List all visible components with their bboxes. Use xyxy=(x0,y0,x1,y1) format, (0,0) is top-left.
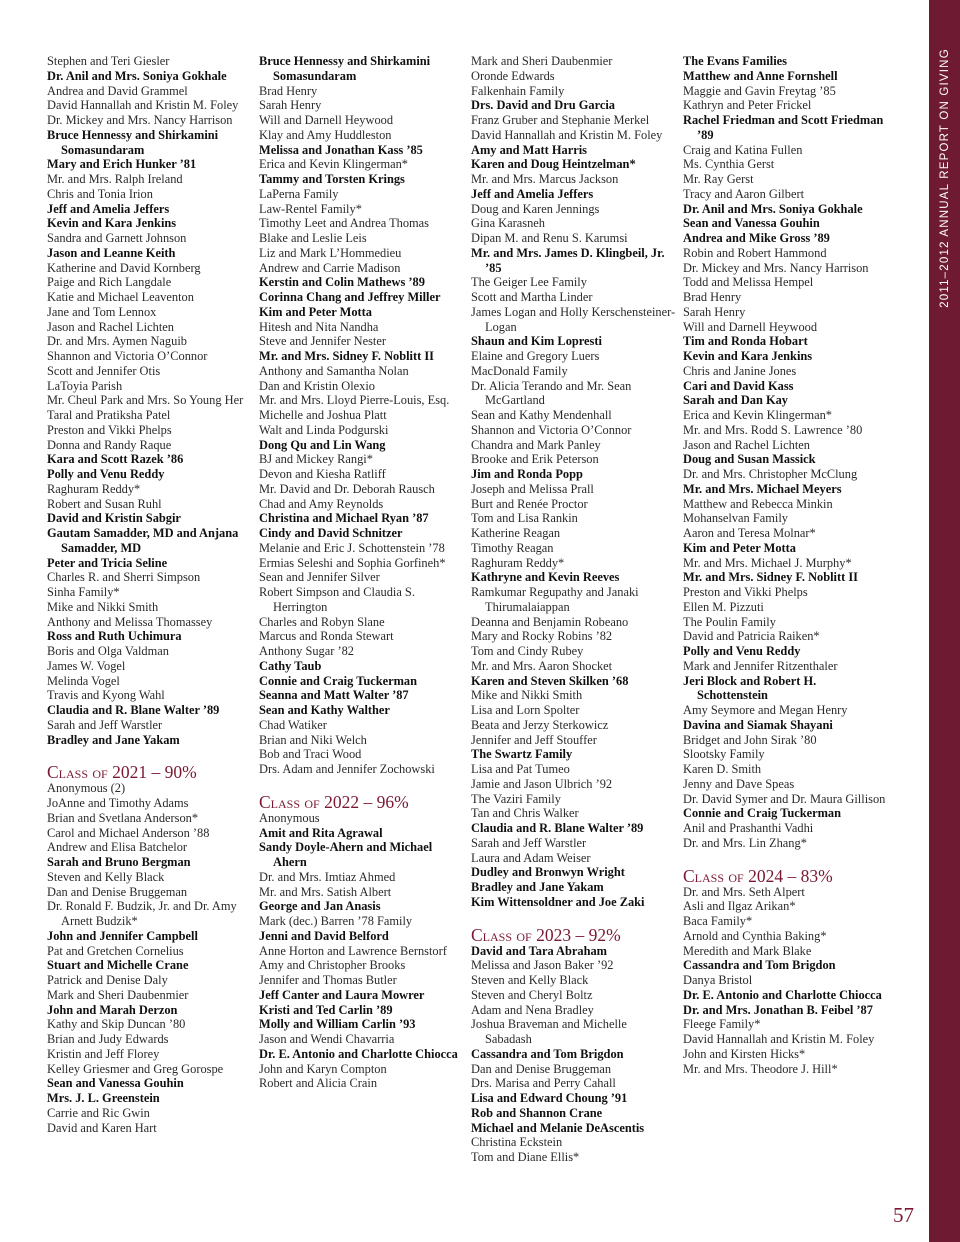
class-heading xyxy=(683,866,888,886)
donor-entry: Marcus and Ronda Stewart xyxy=(259,629,394,644)
donor-entry: Dr. Mickey and Mrs. Nancy Harrison xyxy=(683,260,869,275)
donor-entry: Scott and Martha Linder xyxy=(471,290,593,304)
donor-entry: Brad Henry xyxy=(683,290,742,304)
donor-entry: Liz and Mark L’Hommedieu xyxy=(259,245,402,260)
donor-entry: Cathy Taub xyxy=(259,658,322,673)
donor-entry: Taral and Pratiksha Patel xyxy=(47,408,171,422)
donor-entry: Mr. and Mrs. Marcus Jackson xyxy=(471,172,619,186)
donor-entry: Baca Family* xyxy=(683,914,753,928)
donor-entry: Kathy and Skip Duncan ’80 xyxy=(47,1017,186,1032)
donor-entry: Sandra and Garnett Johnson xyxy=(47,231,187,245)
donor-entry: Chris and Tonia Irion xyxy=(47,186,153,201)
donor-entry: Ross and Ruth Uchimura xyxy=(47,629,182,644)
donor-entry: Sarah Henry xyxy=(259,98,322,113)
donor-entry: Stuart and Michelle Crane xyxy=(47,958,189,973)
donor-entry: Dr. Mickey and Mrs. Nancy Harrison xyxy=(47,113,233,127)
donor-entry: Mark and Sheri Daubenmier xyxy=(471,54,613,68)
donor-entry: Katherine Reagan xyxy=(471,526,561,540)
donor-entry: Sean and Jennifer Silver xyxy=(259,570,380,585)
donor-entry: Sean and Kathy Walther xyxy=(259,703,390,717)
donor-entry: Andrew and Elisa Batchelor xyxy=(47,840,188,855)
donor-entry: John and Karyn Compton xyxy=(259,1061,387,1076)
donor-entry: Kevin and Kara Jenkins xyxy=(47,216,177,231)
donor-entry: Maggie and Gavin Freytag ’85 xyxy=(683,83,836,98)
donor-entry: Arnold and Cynthia Baking* xyxy=(683,928,827,943)
donor-entry: Doug and Karen Jennings xyxy=(471,201,600,216)
donor-entry: Mr. and Mrs. Rodd S. Lawrence ’80 xyxy=(683,422,863,437)
donor-entry: David Hannallah and Kristin M. Foley xyxy=(683,1032,875,1046)
donor-entry: Scott and Jennifer Otis xyxy=(47,363,161,378)
donor-entry: Dr. and Mrs. Aymen Naguib xyxy=(47,334,187,349)
donor-entry: Klay and Amy Huddleston xyxy=(259,127,392,142)
donor-entry: Todd and Melissa Hempel xyxy=(683,275,814,290)
donor-entry: Jeff and Amelia Jeffers xyxy=(471,186,594,201)
donor-entry: Travis and Kyong Wahl xyxy=(47,688,165,703)
donor-entry: LaToyia Parish xyxy=(47,378,123,393)
donor-entry: Mr. and Mrs. Ralph Ireland xyxy=(47,172,183,186)
column-3 xyxy=(471,54,676,1165)
donor-entry: Sarah and Dan Kay xyxy=(683,393,789,408)
donor-entry: Drs. David and Dru Garcia xyxy=(471,98,615,113)
donor-entry: Cindy and David Schnitzer xyxy=(259,526,403,540)
donor-entry: BJ and Mickey Rangi* xyxy=(259,452,373,467)
donor-entry: Adam and Nena Bradley xyxy=(471,1002,594,1017)
donor-entry: Dr. David Symer and Dr. Maura Gillison xyxy=(683,791,886,806)
donor-entry: LaPerna Family xyxy=(259,186,339,201)
donor-entry: Anthony and Melissa Thomassey xyxy=(47,614,213,629)
donor-entry: Amy Seymore and Megan Henry xyxy=(683,703,848,717)
donor-entry: Tammy and Torsten Krings xyxy=(259,172,405,186)
donor-entry: Jeff Canter and Laura Mowrer xyxy=(259,987,425,1002)
donor-entry: Katie and Michael Leaventon xyxy=(47,290,194,304)
donor-entry: Jason and Rachel Lichten xyxy=(47,319,174,334)
donor-entry: Andrew and Carrie Madison xyxy=(259,260,401,275)
donor-entry: Carol and Michael Anderson ’88 xyxy=(47,825,210,840)
column-2 xyxy=(259,54,464,1091)
donor-entry: Anil and Prashanthi Vadhi xyxy=(683,821,814,835)
donor-entry: Raghuram Reddy* xyxy=(47,481,141,496)
donor-entry: Bridget and John Sirak ’80 xyxy=(683,732,817,747)
donor-entry: Mary and Rocky Robins ’82 xyxy=(471,629,613,644)
donor-entry: Brian and Svetlana Anderson* xyxy=(47,810,199,825)
donor-entry: Bruce Hennessy and Shirkamini Somasundaram xyxy=(259,54,431,83)
donor-entry: Jason and Wendi Chavarria xyxy=(259,1032,395,1046)
donor-entry: Joseph and Melissa Prall xyxy=(471,481,594,496)
donor-entry: Katherine and David Kornberg xyxy=(47,260,201,275)
donor-entry: Jennifer and Jeff Stouffer xyxy=(471,732,597,747)
donor-entry: Kerstin and Colin Mathews ’89 xyxy=(259,275,425,290)
donor-entry: Bruce Hennessy and Shirkamini Somasundaram xyxy=(47,127,219,157)
donor-entry: Rachel Friedman and Scott Friedman ’89 xyxy=(683,113,884,142)
donor-entry: Aaron and Teresa Molnar* xyxy=(683,526,816,540)
donor-entry: Craig and Katina Fullen xyxy=(683,142,803,157)
donor-entry: Lisa and Lorn Spolter xyxy=(471,703,580,717)
donor-entry: Jim and Ronda Popp xyxy=(471,467,583,481)
donor-entry: Robert and Alicia Crain xyxy=(259,1076,378,1091)
donor-entry: Claudia and R. Blane Walter ’89 xyxy=(471,821,644,835)
donor-entry: Kevin and Kara Jenkins xyxy=(683,349,813,363)
donor-entry: Dudley and Bronwyn Wright xyxy=(471,865,625,880)
donor-entry: Christina Eckstein xyxy=(471,1135,563,1150)
donor-entry: Kara and Scott Razek ’86 xyxy=(47,452,184,467)
donor-entry: Robert Simpson and Claudia S. Herrington xyxy=(259,585,415,614)
donor-entry: Andrea and David Grammel xyxy=(47,83,188,98)
donor-entry: Gautam Samadder, MD and Anjana Samadder, MD xyxy=(47,526,239,555)
column-4 xyxy=(683,54,888,1076)
donor-entry: Pat and Gretchen Cornelius xyxy=(47,943,184,958)
donor-entry: Will and Darnell Heywood xyxy=(683,319,818,334)
class-heading-text: Class of 2024 – 83% xyxy=(683,865,833,886)
donor-entry: Anthony Sugar ’82 xyxy=(259,644,354,658)
donor-entry: Shannon and Victoria O’Connor xyxy=(471,422,632,437)
donor-entry: Tan and Chris Walker xyxy=(471,806,579,821)
donor-entry: JoAnne and Timothy Adams xyxy=(47,796,189,810)
donor-entry: Carrie and Ric Gwin xyxy=(47,1105,150,1120)
class-heading xyxy=(259,792,464,812)
donor-entry: Falkenhain Family xyxy=(471,83,565,98)
donor-entry: Kim and Peter Motta xyxy=(683,540,796,555)
donor-entry: James Logan and Holly Kerschensteiner-Logan xyxy=(471,304,676,334)
donor-entry: Karen and Steven Skilken ’68 xyxy=(471,673,629,688)
donor-entry: Matthew and Rebecca Minkin xyxy=(683,496,833,511)
donor-entry: MacDonald Family xyxy=(471,363,568,378)
donor-entry: Anne Horton and Lawrence Bernstorf xyxy=(259,943,447,958)
class-heading-text: Class of 2023 – 92% xyxy=(471,924,621,945)
donor-entry: Kelley Griesmer and Greg Gorospe xyxy=(47,1061,224,1076)
donor-entry: Tom and Diane Ellis* xyxy=(471,1150,580,1164)
donor-entry: Preston and Vikki Phelps xyxy=(47,422,172,437)
donor-entry: David and Tara Abraham xyxy=(471,943,607,958)
donor-entry: Dan and Kristin Olexio xyxy=(259,378,375,393)
donor-entry: Jason and Leanne Keith xyxy=(47,245,176,260)
donor-entry: Karen D. Smith xyxy=(683,762,762,776)
donor-entry: Mr. and Mrs. Satish Albert xyxy=(259,884,392,899)
donor-entry: David and Karen Hart xyxy=(47,1120,157,1135)
donor-entry: Anthony and Samantha Nolan xyxy=(259,363,409,378)
donor-entry: Mrs. J. L. Greenstein xyxy=(47,1091,160,1105)
donor-entry: Cassandra and Tom Brigdon xyxy=(683,958,836,973)
donor-entry: Erica and Kevin Klingerman* xyxy=(259,157,408,172)
donor-entry: Jamie and Jason Ulbrich ’92 xyxy=(471,776,613,791)
donor-entry: Amy and Christopher Brooks xyxy=(259,958,406,973)
donor-entry: Sinha Family* xyxy=(47,585,120,599)
donor-entry: Raghuram Reddy* xyxy=(471,555,565,570)
donor-entry: Chad and Amy Reynolds xyxy=(259,496,384,511)
donor-entry: Mr. and Mrs. Lloyd Pierre-Louis, Esq. xyxy=(259,393,450,408)
donor-entry: Mr. Ray Gerst xyxy=(683,172,754,186)
donor-entry: Corinna Chang and Jeffrey Miller xyxy=(259,290,441,304)
page-number: 57 xyxy=(893,1203,914,1227)
donor-entry: Brian and Niki Welch xyxy=(259,732,367,747)
donor-entry: Sarah and Bruno Bergman xyxy=(47,855,191,869)
donor-entry: Kristi and Ted Carlin ’89 xyxy=(259,1002,393,1017)
donor-entry: Steven and Kelly Black xyxy=(47,869,165,884)
donor-entry: Charles and Robyn Slane xyxy=(259,614,385,629)
donor-entry: Steven and Cheryl Boltz xyxy=(471,987,593,1002)
donor-entry: Ellen M. Pizzuti xyxy=(683,599,764,614)
donor-entry: Cassandra and Tom Brigdon xyxy=(471,1046,624,1061)
donor-entry: Dr. Ronald F. Budzik, Jr. and Dr. Amy Arnett Budzik* xyxy=(47,899,237,928)
donor-entry: Asli and Ilgaz Arikan* xyxy=(683,899,796,914)
donor-entry: Dan and Denise Bruggeman xyxy=(47,884,188,899)
donor-entry: Jenni and David Belford xyxy=(259,928,389,943)
donor-entry: Franz Gruber and Stephanie Merkel xyxy=(471,113,650,127)
donor-entry: Anonymous (2) xyxy=(47,781,126,796)
class-heading-text: Class of 2021 – 90% xyxy=(47,762,197,783)
donor-entry: Amit and Rita Agrawal xyxy=(259,825,383,840)
donor-entry: Drs. Marisa and Perry Cahall xyxy=(471,1076,616,1091)
donor-entry: Karen and Doug Heintzelman* xyxy=(471,157,636,172)
donor-entry: Peter and Tricia Seline xyxy=(47,555,168,570)
donor-entry: Tracy and Aaron Gilbert xyxy=(683,186,805,201)
donor-entry: Law-Rentel Family* xyxy=(259,201,362,216)
donor-entry: Mark (dec.) Barren ’78 Family xyxy=(259,914,413,928)
class-heading xyxy=(47,762,252,782)
donor-entry: Mike and Nikki Smith xyxy=(47,599,159,614)
donor-entry: The Swartz Family xyxy=(471,747,573,762)
donor-entry: Mr. and Mrs. Sidney F. Noblitt II xyxy=(683,570,858,585)
donor-entry: Mr. Cheul Park and Mrs. So Young Her xyxy=(47,393,244,408)
donor-entry: Mr. David and Dr. Deborah Rausch xyxy=(259,481,435,496)
donor-entry: John and Marah Derzon xyxy=(47,1002,178,1017)
donor-entry: Gina Karasneh xyxy=(471,216,545,231)
donor-entry: The Vaziri Family xyxy=(471,791,561,806)
donor-entry: Steven and Kelly Black xyxy=(471,973,589,987)
donor-entry: Dr. and Mrs. Jonathan B. Feibel ’87 xyxy=(683,1002,873,1017)
class-heading xyxy=(471,925,676,945)
donor-entry: Mary and Erich Hunker ’81 xyxy=(47,157,197,172)
donor-entry: Christina and Michael Ryan ’87 xyxy=(259,511,429,526)
donor-entry: Chad Watiker xyxy=(259,717,327,732)
donor-entry: Sean and Kathy Mendenhall xyxy=(471,408,612,422)
donor-entry: Brian and Judy Edwards xyxy=(47,1032,169,1046)
donor-entry: Anonymous xyxy=(259,810,320,825)
donor-entry: Jeri Block and Robert H. Schottenstein xyxy=(683,673,817,703)
donor-entry: Danya Bristol xyxy=(683,973,753,987)
donor-entry: Kim Wittensoldner and Joe Zaki xyxy=(471,894,645,909)
donor-entry: Dr. Alicia Terando and Mr. Sean McGartland xyxy=(471,378,632,408)
donor-entry: Dr. and Mrs. Imtiaz Ahmed xyxy=(259,869,396,884)
donor-entry: Meredith and Mark Blake xyxy=(683,943,812,958)
donor-entry: Hitesh and Nita Nandha xyxy=(259,319,379,334)
donor-entry: Chris and Janine Jones xyxy=(683,363,797,378)
donor-entry: Melinda Vogel xyxy=(47,673,120,688)
donor-entry: Mr. and Mrs. Michael Meyers xyxy=(683,481,842,496)
donor-entry: David Hannallah and Kristin M. Foley xyxy=(471,127,663,142)
donor-entry: Mark and Sheri Daubenmier xyxy=(47,987,189,1002)
donor-entry: Donna and Randy Raque xyxy=(47,437,172,452)
donor-entry: James W. Vogel xyxy=(47,658,126,673)
donor-entry: Dr. and Mrs. Seth Alpert xyxy=(683,884,805,899)
donor-entry: Jeff and Amelia Jeffers xyxy=(47,201,170,216)
column-1 xyxy=(47,54,252,1135)
donor-entry: Fleege Family* xyxy=(683,1017,761,1032)
donor-entry: Robin and Robert Hammond xyxy=(683,245,827,260)
donor-entry: The Poulin Family xyxy=(683,614,776,629)
donor-entry: Steve and Jennifer Nester xyxy=(259,334,386,349)
donor-entry: Beata and Jerzy Sterkowicz xyxy=(471,717,609,732)
donor-entry: Stephen and Teri Giesler xyxy=(47,54,170,68)
donor-entry: Melissa and Jason Baker ’92 xyxy=(471,958,614,973)
donor-entry: Matthew and Anne Fornshell xyxy=(683,68,838,83)
donor-entry: John and Jennifer Campbell xyxy=(47,928,198,943)
donor-entry: Tom and Lisa Rankin xyxy=(471,511,578,526)
donor-entry: Dan and Denise Bruggeman xyxy=(471,1061,612,1076)
donor-entry: Laura and Adam Weiser xyxy=(471,850,591,865)
donor-entry: David and Kristin Sabgir xyxy=(47,511,181,526)
donor-entry: Paige and Rich Langdale xyxy=(47,275,172,290)
donor-entry: Sandy Doyle-Ahern and Michael Ahern xyxy=(259,840,433,869)
donor-entry: Jenny and Dave Speas xyxy=(683,776,795,791)
donor-entry: Dr. Anil and Mrs. Soniya Gokhale xyxy=(47,68,227,83)
donor-entry: Timothy Reagan xyxy=(471,540,554,555)
donor-entry: Connie and Craig Tuckerman xyxy=(259,673,418,688)
donor-entry: Bradley and Jane Yakam xyxy=(471,880,604,894)
donor-entry: Preston and Vikki Phelps xyxy=(683,585,808,599)
donor-entry: Walt and Linda Podgurski xyxy=(259,422,389,437)
donor-entry: Jane and Tom Lennox xyxy=(47,304,157,319)
donor-entry: Amy and Matt Harris xyxy=(471,142,587,157)
donor-entry: Connie and Craig Tuckerman xyxy=(683,806,842,821)
donor-entry: Seanna and Matt Walter ’87 xyxy=(259,688,409,703)
donor-entry: Elaine and Gregory Luers xyxy=(471,349,600,363)
report-sidebar xyxy=(929,0,960,1242)
donor-entry: The Geiger Lee Family xyxy=(471,275,587,290)
donor-entry: Mr. and Mrs. Sidney F. Noblitt II xyxy=(259,349,434,363)
donor-entry: Chandra and Mark Panley xyxy=(471,437,601,452)
donor-entry: Jennifer and Thomas Butler xyxy=(259,973,397,987)
donor-entry: Melissa and Jonathan Kass ’85 xyxy=(259,142,423,157)
class-heading-text: Class of 2022 – 96% xyxy=(259,791,409,812)
donor-entry: Dipan M. and Renu S. Karumsi xyxy=(471,231,628,245)
donor-entry: Mark and Jennifer Ritzenthaler xyxy=(683,658,838,673)
donor-entry: Davina and Siamak Shayani xyxy=(683,717,833,732)
report-title: 2011–2012 ANNUAL REPORT ON GIVING xyxy=(938,48,951,308)
donor-entry: The Evans Families xyxy=(683,54,787,68)
donor-entry: Drs. Adam and Jennifer Zochowski xyxy=(259,762,435,776)
donor-entry: Mr. and Mrs. Aaron Shocket xyxy=(471,658,613,673)
donor-entry: George and Jan Anasis xyxy=(259,899,381,914)
donor-entry: Dr. E. Antonio and Charlotte Chiocca xyxy=(259,1046,458,1061)
donor-entry: Tom and Cindy Rubey xyxy=(471,644,584,658)
donor-entry: Mr. and Mrs. James D. Klingbeil, Jr. ’85 xyxy=(471,245,665,275)
donor-entry: Doug and Susan Massick xyxy=(683,452,816,467)
donor-entry: David Hannallah and Kristin M. Foley xyxy=(47,98,239,113)
donor-entry: Mike and Nikki Smith xyxy=(471,688,583,703)
donor-entry: Lisa and Edward Choung ’91 xyxy=(471,1091,628,1105)
donor-entry: Brooke and Erik Peterson xyxy=(471,452,599,467)
donor-entry: Kristin and Jeff Florey xyxy=(47,1046,160,1061)
donor-entry: Sean and Vanessa Gouhin xyxy=(47,1076,184,1091)
donor-entry: Mr. and Mrs. Michael J. Murphy* xyxy=(683,555,852,570)
donor-entry: John and Kirsten Hicks* xyxy=(683,1046,806,1061)
donor-entry: Shannon and Victoria O’Connor xyxy=(47,349,208,363)
donor-entry: David and Patricia Raiken* xyxy=(683,629,820,644)
donor-entry: Ermias Seleshi and Sophia Gorfineh* xyxy=(259,555,446,570)
donor-entry: Polly and Venu Reddy xyxy=(683,644,801,658)
donor-entry: Tim and Ronda Hobart xyxy=(683,334,808,349)
donor-entry: Kim and Peter Motta xyxy=(259,304,372,319)
donor-entry: Ramkumar Regupathy and Janaki Thirumalaiappan xyxy=(471,585,639,614)
donor-entry: Brad Henry xyxy=(259,83,318,98)
donor-entry: Sarah and Jeff Warstler xyxy=(47,717,163,732)
donor-entry: Sarah Henry xyxy=(683,304,746,319)
donor-entry: Shaun and Kim Lopresti xyxy=(471,334,602,349)
donor-entry: Andrea and Mike Gross ’89 xyxy=(683,231,830,245)
donor-entry: Dr. E. Antonio and Charlotte Chiocca xyxy=(683,987,882,1002)
donor-entry: Dr. and Mrs. Christopher McClung xyxy=(683,467,858,481)
donor-entry: Bradley and Jane Yakam xyxy=(47,732,180,747)
donor-entry: Mr. and Mrs. Theodore J. Hill* xyxy=(683,1061,838,1076)
donor-entry: Mohanselvan Family xyxy=(683,511,788,526)
donor-entry: Boris and Olga Valdman xyxy=(47,644,169,658)
donor-entry: Dr. Anil and Mrs. Soniya Gokhale xyxy=(683,201,863,216)
donor-entry: Slootsky Family xyxy=(683,747,765,762)
donor-entry: Will and Darnell Heywood xyxy=(259,113,394,127)
donor-entry: Melanie and Eric J. Schottenstein ’78 xyxy=(259,540,445,555)
donor-entry: Devon and Kiesha Ratliff xyxy=(259,467,386,481)
donor-entry: Erica and Kevin Klingerman* xyxy=(683,408,832,422)
donor-entry: Lisa and Pat Tumeo xyxy=(471,762,570,776)
donor-entry: Blake and Leslie Leis xyxy=(259,231,367,245)
donor-entry: Sean and Vanessa Gouhin xyxy=(683,216,820,231)
donor-entry: Cari and David Kass xyxy=(683,378,794,393)
donor-entry: Michael and Melanie DeAscentis xyxy=(471,1120,645,1135)
donor-entry: Polly and Venu Reddy xyxy=(47,467,165,481)
donor-entry: Sarah and Jeff Warstler xyxy=(471,835,587,850)
donor-entry: Patrick and Denise Daly xyxy=(47,973,168,987)
donor-entry: Dong Qu and Lin Wang xyxy=(259,437,386,452)
donor-entry: Rob and Shannon Crane xyxy=(471,1105,603,1120)
donor-entry: Claudia and R. Blane Walter ’89 xyxy=(47,703,220,717)
donor-entry: Jason and Rachel Lichten xyxy=(683,437,810,452)
donor-entry: Molly and William Carlin ’93 xyxy=(259,1017,416,1032)
donor-entry: Michelle and Joshua Platt xyxy=(259,408,387,422)
donor-entry: Joshua Braveman and Michelle Sabadash xyxy=(471,1017,627,1046)
donor-entry: Ms. Cynthia Gerst xyxy=(683,157,775,172)
donor-entry: Kathryne and Kevin Reeves xyxy=(471,570,620,585)
donor-entry: Deanna and Benjamin Robeano xyxy=(471,614,629,629)
donor-entry: Kathryn and Peter Frickel xyxy=(683,98,812,113)
donor-entry: Charles R. and Sherri Simpson xyxy=(47,570,201,585)
donor-entry: Timothy Leet and Andrea Thomas xyxy=(259,216,430,231)
donor-entry: Robert and Susan Ruhl xyxy=(47,496,162,511)
donor-entry: Dr. and Mrs. Lin Zhang* xyxy=(683,835,807,850)
donor-entry: Bob and Traci Wood xyxy=(259,747,362,762)
donor-entry: Burt and Renée Proctor xyxy=(471,496,588,511)
donor-entry: Oronde Edwards xyxy=(471,68,555,83)
